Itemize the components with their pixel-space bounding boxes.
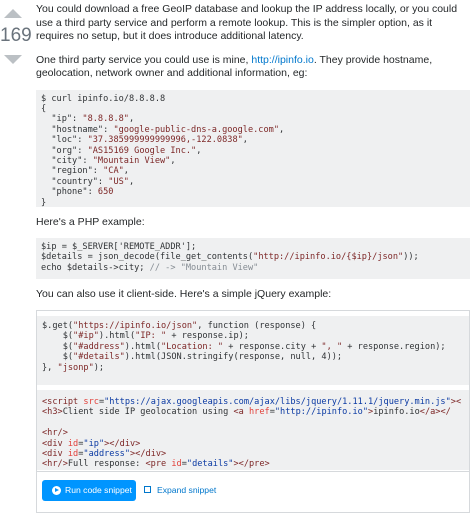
paragraph-text: One third party service you could use is mine, bbox=[36, 53, 252, 66]
answer-paragraph-3: Here's a PHP example: bbox=[36, 215, 145, 228]
vote-up-icon[interactable] bbox=[4, 9, 22, 18]
vote-count: 169 bbox=[0, 25, 32, 46]
curl-code-block: $ curl ipinfo.io/8.8.8.8 { "ip": "8.8.8.8", "hostname": "google-public-dns-a.google.com", "loc": "37.385999999999996,-122.0838", "org": "AS15169 Google Inc.", "city": "Mountain View", "region": "CA", "country": "US", "phone": 650 } bbox=[36, 90, 470, 207]
code-snippet bbox=[36, 310, 470, 513]
snippet-js-code: $.get("https://ipinfo.io/json", function (response) { $("#ip").html("IP: " + response.ip); $("#address").html("Location: " + response.city + ", " + response.region); $("#details").html(JSON.stringify(response, null, 4)); }, "jsonp"); bbox=[37, 316, 469, 385]
external-link-icon bbox=[144, 486, 151, 493]
ipinfo-link[interactable]: http://ipinfo.io bbox=[251, 53, 314, 66]
answer-body bbox=[36, 3, 470, 495]
expand-snippet-label: Expand snippet bbox=[157, 485, 217, 495]
play-icon bbox=[52, 486, 61, 495]
snippet-html-code: <script src="https://ajax.googleapis.com/ajax/libs/jquery/1.11.1/jquery.min.js">< <h3>Client side IP geolocation using <a href="http://ipinfo.io">ipinfo.io</a></ <hr/> <div id="ip"></div> <div id="address"></div> <hr/>Full response: <pre id="details"></pre> bbox=[37, 390, 469, 470]
run-button-label: Run code snippet bbox=[65, 485, 132, 495]
vote-down-icon[interactable] bbox=[4, 55, 22, 64]
snippet-actions bbox=[37, 471, 469, 509]
php-code-block: $ip = $_SERVER['REMOTE_ADDR']; $details = json_decode(file_get_contents("http://ipinfo.io/{$ip}/json")); echo $details->city; // -> "Mountain View" bbox=[36, 238, 470, 279]
expand-snippet-link[interactable] bbox=[144, 480, 216, 501]
answer-paragraph-4: You can also use it client-side. Here's a simple jQuery example: bbox=[36, 288, 332, 300]
answer-paragraph-1: You could download a free GeoIP database and lookup the IP address locally, or you could use a third party service and perform a remote lookup. This is the simpler option, as it requires no setup, but it does introduce additional latency. bbox=[36, 3, 458, 42]
run-code-snippet-button[interactable] bbox=[42, 480, 136, 501]
paragraph-text: . They provide hostname, geolocation, network owner and additional information, eg: bbox=[36, 53, 433, 79]
answer-paragraph-2 bbox=[36, 54, 470, 81]
